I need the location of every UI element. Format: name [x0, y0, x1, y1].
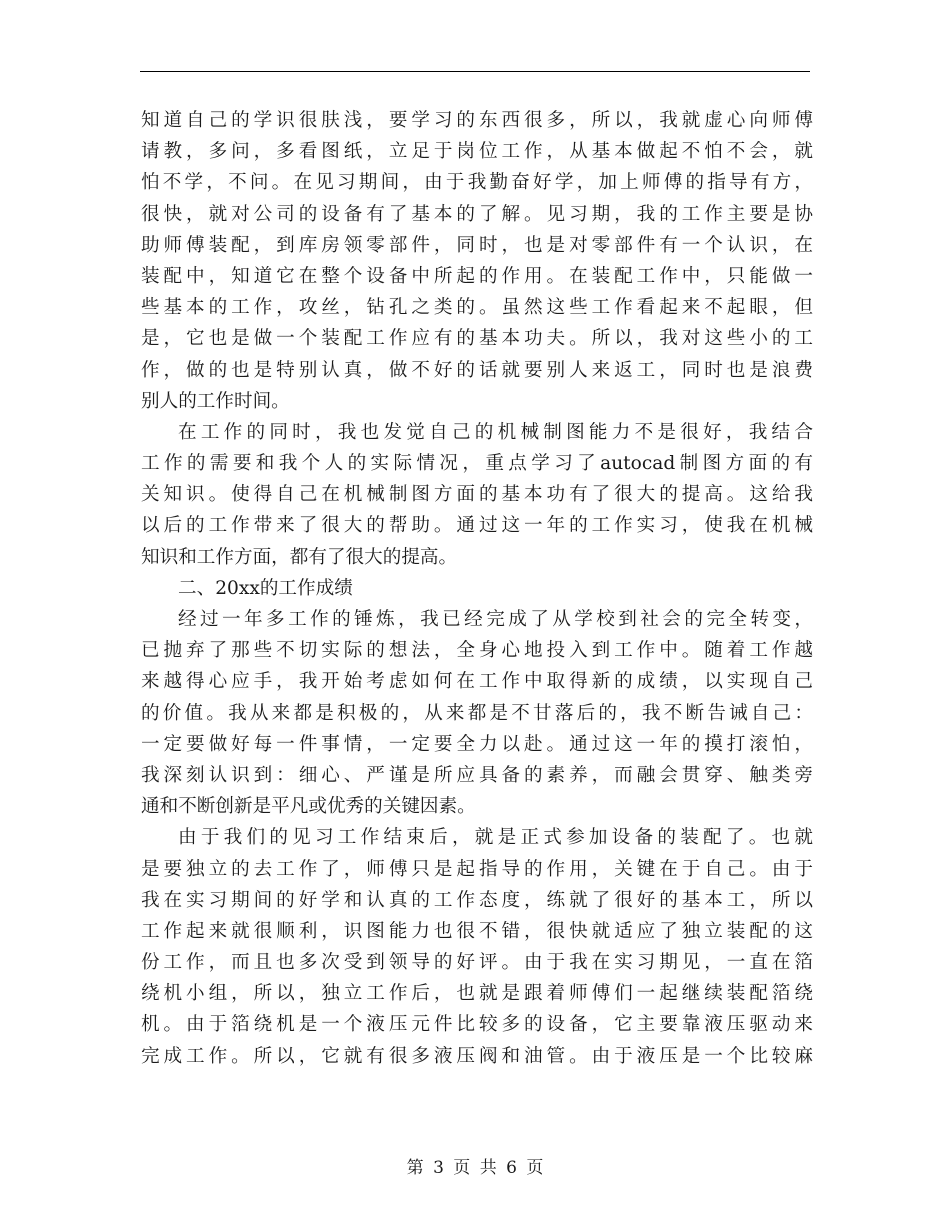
paragraph — [141, 105, 813, 417]
body-text — [141, 105, 813, 1072]
text-line: 助师傅装配，到库房领零部件，同时，也是对零部件有一个认识，在 — [141, 234, 813, 256]
text-line: 经过一年多工作的锤炼，我已经完成了从学校到社会的完全转变， — [178, 609, 813, 630]
text-line: 是，它也是做一个装配工作应有的基本功夫。所以，我对这些小的工 — [141, 328, 813, 350]
text-line: 二、20xx的工作成绩 — [178, 577, 353, 599]
text-line: 些基本的工作，攻丝，钻孔之类的。虽然这些工作看起来不起眼，但 — [141, 297, 813, 319]
text-line: 知识和工作方面，都有了很大的提高。 — [141, 546, 458, 568]
text-line: 通和不断创新是平凡或优秀的关键因素。 — [141, 796, 476, 818]
paragraph — [141, 573, 813, 604]
text-line: 作，做的也是特别认真，做不好的话就要别人来返工，同时也是浪费 — [141, 359, 813, 381]
text-line: 的价值。我从来都是积极的，从来都是不甘落后的，我不断告诫自己： — [141, 702, 813, 724]
text-line: 装配中，知道它在整个设备中所起的作用。在装配工作中，只能做一 — [141, 265, 813, 287]
text-line: 工作的需要和我个人的实际情况，重点学习了autocad制图方面的有 — [141, 453, 813, 475]
text-line: 机。由于箔绕机是一个液压元件比较多的设备，它主要靠液压驱动来 — [141, 1014, 813, 1036]
text-line: 我深刻认识到：细心、严谨是所应具备的素养，而融会贯穿、触类旁 — [141, 764, 813, 786]
header-rule — [140, 71, 810, 72]
text-line: 份工作，而且也多次受到领导的好评。由于我在实习期见，一直在箔 — [141, 952, 813, 974]
text-line: 以后的工作带来了很大的帮助。通过这一年的工作实习，使我在机械 — [141, 515, 813, 537]
page-footer: 第 3 页 共 6 页 — [406, 1158, 544, 1178]
text-line: 已抛弃了那些不切实际的想法，全身心地投入到工作中。随着工作越 — [141, 640, 813, 662]
text-line: 请教，多问，多看图纸，立足于岗位工作，从基本做起不怕不会，就 — [141, 141, 813, 163]
text-line: 工作起来就很顺利，识图能力也很不错，很快就适应了独立装配的这 — [141, 920, 813, 942]
text-line: 完成工作。所以，它就有很多液压阀和油管。由于液压是一个比较麻 — [141, 1045, 813, 1067]
text-line: 是要独立的去工作了，师傅只是起指导的作用，关键在于自己。由于 — [141, 858, 813, 880]
text-line: 来越得心应手，我开始考虑如何在工作中取得新的成绩，以实现自己 — [141, 671, 813, 693]
text-line: 绕机小组，所以，独立工作后，也就是跟着师傅们一起继续装配箔绕 — [141, 983, 813, 1005]
text-line: 一定要做好每一件事情，一定要全力以赴。通过这一年的摸打滚怕， — [141, 733, 813, 755]
text-line: 由于我们的见习工作结束后，就是正式参加设备的装配了。也就 — [178, 827, 813, 849]
text-line: 怕不学，不问。在见习期间，由于我勤奋好学，加上师傅的指导有方， — [141, 172, 813, 194]
text-line: 我在实习期间的好学和认真的工作态度，练就了很好的基本工，所以 — [141, 889, 813, 911]
text-line: 很快，就对公司的设备有了基本的了解。见习期，我的工作主要是协 — [141, 203, 813, 225]
text-line: 别人的工作时间。 — [141, 390, 290, 412]
text-line: 知道自己的学识很肤浅，要学习的东西很多，所以，我就虚心向师傅 — [141, 110, 813, 131]
paragraph — [141, 604, 813, 822]
text-line: 关知识。使得自己在机械制图方面的基本功有了很大的提高。这给我 — [141, 484, 813, 506]
text-line: 在工作的同时，我也发觉自己的机械制图能力不是很好，我结合 — [178, 421, 813, 443]
paragraph — [141, 417, 813, 573]
paragraph — [141, 822, 813, 1072]
